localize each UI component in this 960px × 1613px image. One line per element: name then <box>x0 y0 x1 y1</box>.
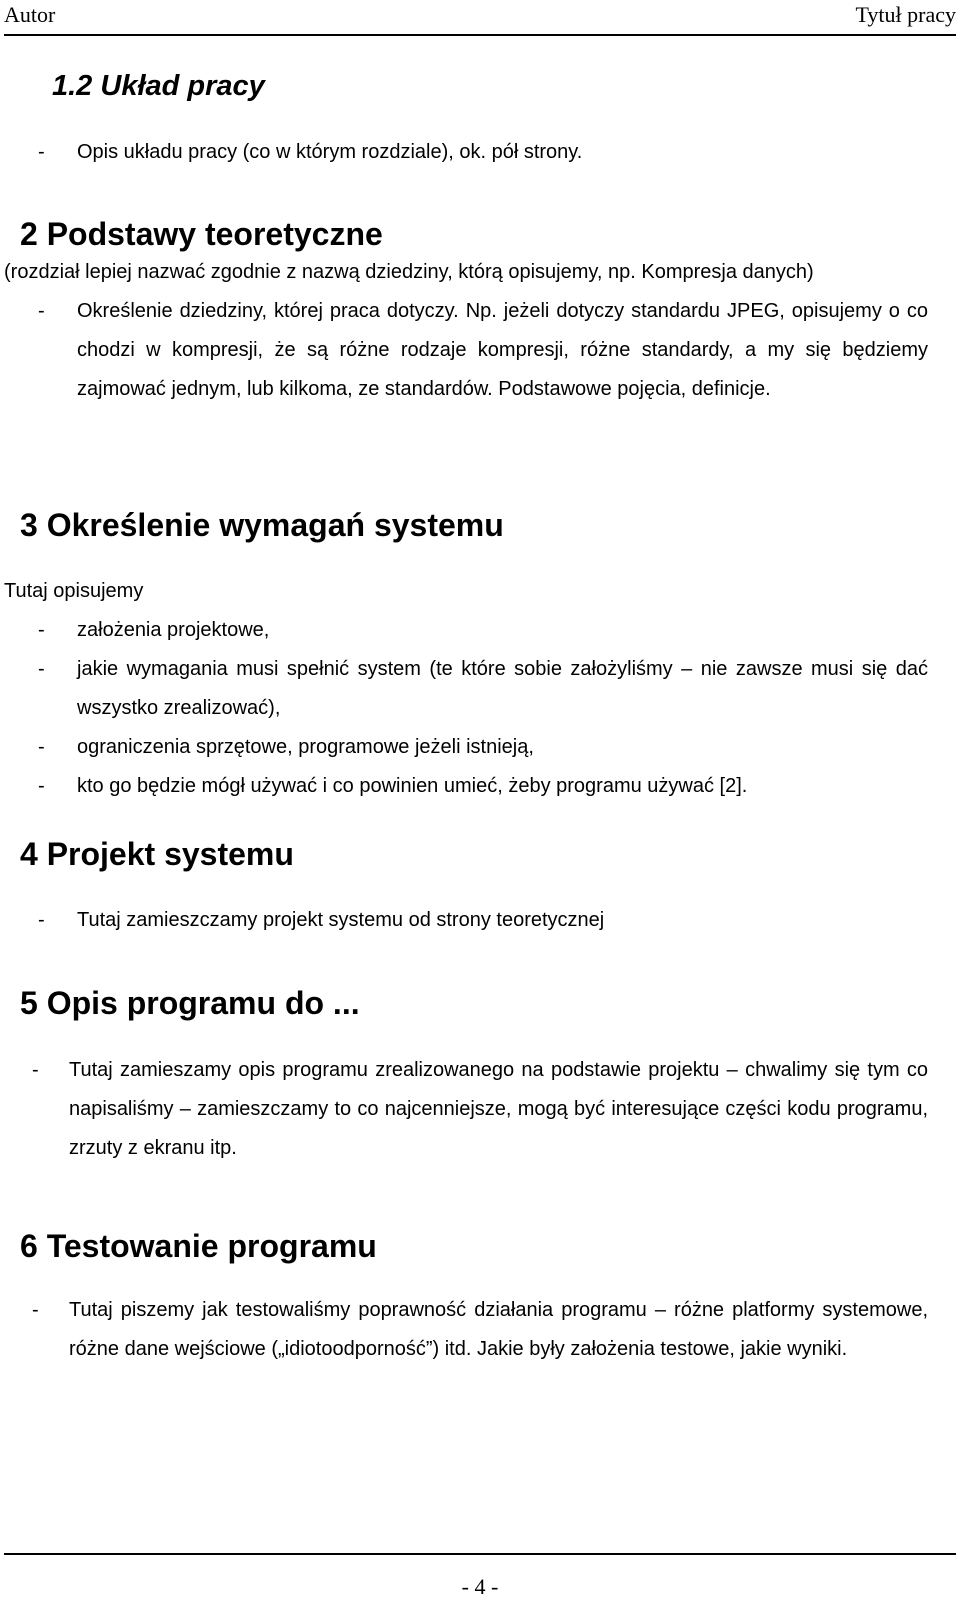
list-item-text: założenia projektowe, <box>77 619 270 641</box>
list-dash: - <box>38 658 45 680</box>
page-number: - 4 - <box>461 1574 499 1599</box>
list-dash: - <box>38 736 45 758</box>
section-heading-1-2: 1.2 Układ pracy <box>52 70 265 102</box>
section-heading-6: 6 Testowanie programu <box>20 1228 377 1264</box>
list-item <box>32 1051 928 1168</box>
list-item <box>32 1291 928 1369</box>
header-title: Tytuł pracy <box>855 2 956 27</box>
list-item-text: ograniczenia sprzętowe, programowe jeżeli istnieją, <box>77 736 534 758</box>
list-dash: - <box>38 909 45 931</box>
list-dash: - <box>38 141 45 163</box>
section-heading-2: 2 Podstawy teoretyczne <box>20 216 383 252</box>
list-dash: - <box>38 775 45 797</box>
list-item-text: Tutaj zamieszamy opis programu zrealizowanego na podstawie projektu – chwalimy się tym co napisaliśmy – zamieszczamy to co najcenniejsze, mogą być interesujące części kodu programu, zrzuty z ekranu itp. <box>69 1059 928 1159</box>
page-header <box>4 0 956 36</box>
list-item <box>38 901 928 940</box>
section-heading-3: 3 Określenie wymagań systemu <box>20 507 504 543</box>
list-item-text: Określenie dziedziny, której praca dotyczy. Np. jeżeli dotyczy standardu JPEG, opisujemy o co chodzi w kompresji, że są różne rodzaje kompresji, różne standardy, a my się będziemy zajmować jednym, lub kilkoma, ze standardów. Podstawowe pojęcia, definicje. <box>77 300 928 400</box>
list-item-text: Opis układu pracy (co w którym rozdziale), ok. pół strony. <box>77 141 583 163</box>
section-heading-5: 5 Opis programu do ... <box>20 985 360 1021</box>
section-note: (rozdział lepiej nazwać zgodnie z nazwą dziedziny, którą opisujemy, np. Kompresja danych) <box>4 261 814 283</box>
list-item <box>38 650 928 728</box>
list-item-text: jakie wymagania musi spełnić system (te które sobie założyliśmy – nie zawsze musi się dać wszystko zrealizować), <box>77 658 928 719</box>
list-dash: - <box>38 300 45 322</box>
header-author: Autor <box>4 2 56 27</box>
list-item-text: Tutaj piszemy jak testowaliśmy poprawność działania programu – różne platformy systemowe, różne dane wejściowe („idiotoodporność”) itd. Jakie były założenia testowe, jakie wyniki. <box>69 1299 928 1360</box>
list-item-text: kto go będzie mógł używać i co powinien umieć, żeby programu używać [2]. <box>77 775 748 797</box>
list-item <box>38 767 928 806</box>
list-item <box>38 611 928 650</box>
list-item-text: Tutaj zamieszczamy projekt systemu od strony teoretycznej <box>77 909 605 931</box>
list-item <box>38 728 928 767</box>
list-dash: - <box>32 1059 39 1081</box>
section-heading-4: 4 Projekt systemu <box>20 836 294 872</box>
list-item <box>38 133 928 172</box>
footer-rule <box>4 1553 956 1555</box>
list-item <box>38 292 928 409</box>
list-dash: - <box>38 619 45 641</box>
list-dash: - <box>32 1299 39 1321</box>
section-intro: Tutaj opisujemy <box>4 580 144 602</box>
